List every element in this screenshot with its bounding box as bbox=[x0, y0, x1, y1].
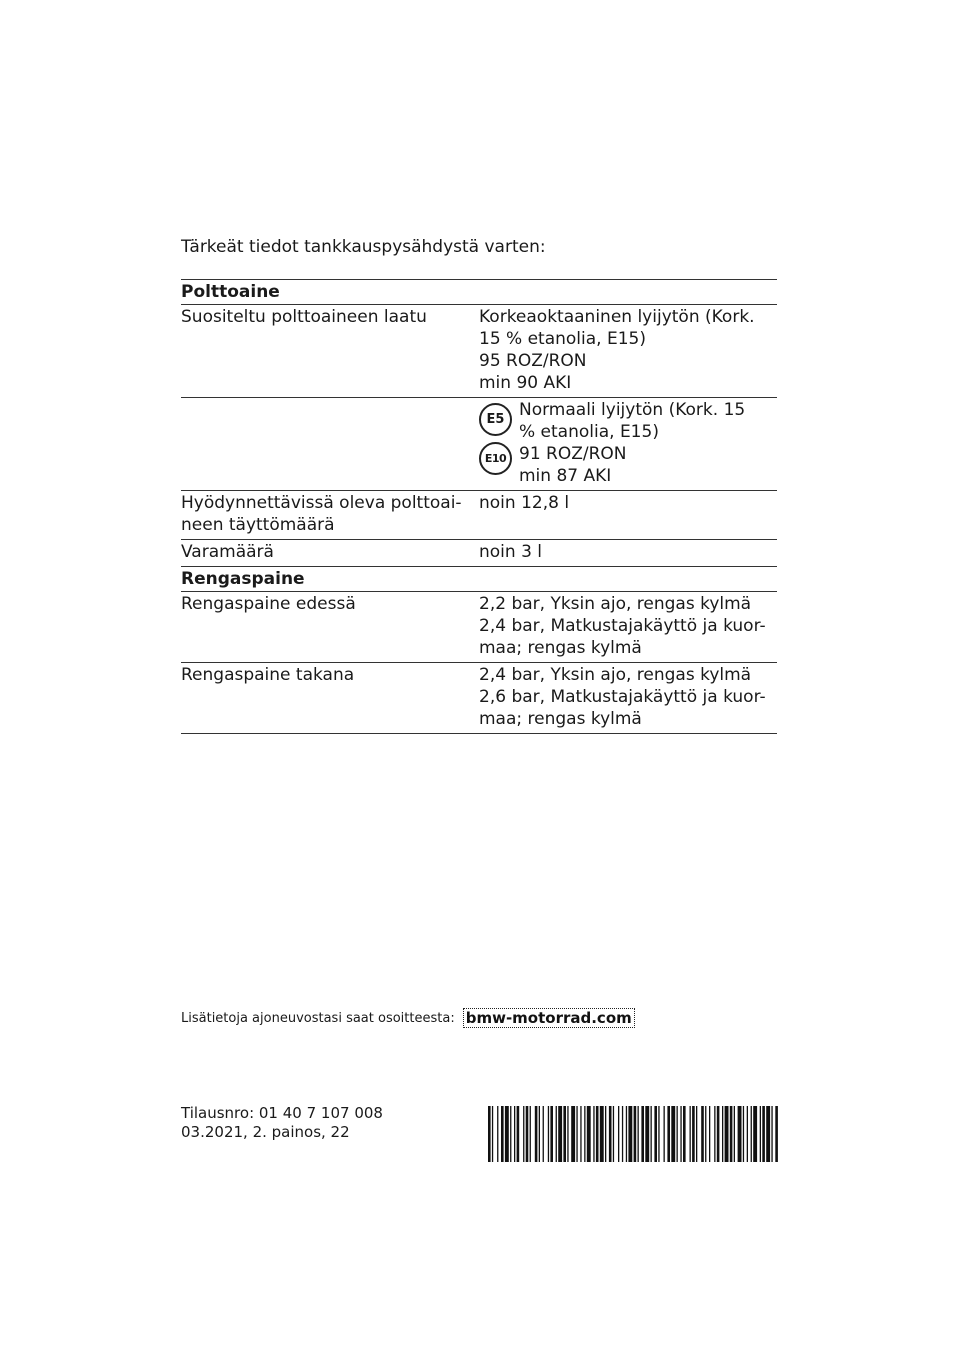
barcode-bar bbox=[692, 1106, 695, 1162]
text-line: Hyödynnettävissä oleva polttoai- bbox=[181, 493, 462, 513]
barcode-bar bbox=[705, 1106, 706, 1162]
barcode-bar bbox=[571, 1106, 575, 1162]
barcode-bar bbox=[530, 1106, 531, 1162]
barcode-bar bbox=[510, 1106, 511, 1162]
text-line: 2,4 bar, Matkustajakäyttö ja kuor- bbox=[479, 616, 766, 636]
barcode-bar bbox=[593, 1106, 594, 1162]
tyre-rear-value bbox=[479, 664, 777, 730]
fuel-alternative-value bbox=[479, 399, 777, 487]
barcode-bar bbox=[701, 1106, 704, 1162]
barcode-bar bbox=[567, 1106, 568, 1162]
barcode-bar bbox=[651, 1106, 652, 1162]
barcode-bar bbox=[539, 1106, 540, 1162]
section-tyre bbox=[181, 566, 777, 591]
text-line: maa; rengas kylmä bbox=[479, 709, 642, 729]
barcode-bar bbox=[563, 1106, 566, 1162]
barcode-bar bbox=[622, 1106, 623, 1162]
text-line: min 90 AKI bbox=[479, 373, 572, 393]
barcode-bar bbox=[600, 1106, 604, 1162]
e10-fuel-icon: E10 bbox=[479, 442, 512, 475]
barcode-bar bbox=[766, 1106, 770, 1162]
text-line: Normaali lyijytön (Kork. 15 bbox=[519, 400, 746, 420]
order-info bbox=[181, 1104, 383, 1142]
text-line: 2,2 bar, Yksin ajo, rengas kylmä bbox=[479, 594, 752, 614]
fuel-reserve-value: noin 3 l bbox=[479, 542, 543, 562]
barcode-bar bbox=[626, 1106, 627, 1162]
website-link[interactable]: bmw-motorrad.com bbox=[463, 1008, 635, 1028]
fuel-alternative-row bbox=[181, 397, 777, 490]
barcode-bar bbox=[613, 1106, 614, 1162]
tyre-rear-label: Rengaspaine takana bbox=[181, 665, 355, 685]
barcode-bar bbox=[556, 1106, 557, 1162]
tyre-front-label: Rengaspaine edessä bbox=[181, 594, 356, 614]
barcode-bar bbox=[730, 1106, 733, 1162]
barcode-bar bbox=[654, 1106, 657, 1162]
barcode-bar bbox=[658, 1106, 659, 1162]
fuel-reserve-label: Varamäärä bbox=[181, 542, 274, 562]
barcode-bar bbox=[514, 1106, 515, 1162]
text-line: 91 ROZ/RON bbox=[519, 444, 627, 464]
tyre-front-row bbox=[181, 591, 777, 662]
text-line: 2,4 bar, Yksin ajo, rengas kylmä bbox=[479, 665, 752, 685]
barcode-icon bbox=[486, 1106, 778, 1162]
barcode-bar bbox=[690, 1106, 691, 1162]
barcode-bar bbox=[771, 1106, 772, 1162]
fuel-recommended-row bbox=[181, 304, 777, 397]
fuel-reserve-row bbox=[181, 539, 777, 566]
barcode-bar bbox=[596, 1106, 599, 1162]
barcode-bar bbox=[683, 1106, 686, 1162]
barcode-bar bbox=[667, 1106, 670, 1162]
barcode-bar bbox=[505, 1106, 509, 1162]
barcode-bar bbox=[664, 1106, 665, 1162]
barcode-bar bbox=[517, 1106, 520, 1162]
text-line: % etanolia, E15) bbox=[519, 422, 659, 442]
barcode-bar bbox=[576, 1106, 577, 1162]
fuel-heading: Polttoaine bbox=[181, 282, 280, 302]
more-info bbox=[181, 1008, 635, 1028]
text-line: neen täyttömäärä bbox=[181, 515, 335, 535]
barcode-bar bbox=[760, 1106, 761, 1162]
barcode-bar bbox=[634, 1106, 637, 1162]
barcode-bar bbox=[680, 1106, 681, 1162]
barcode-bar bbox=[488, 1106, 491, 1162]
tyre-rear-row bbox=[181, 662, 777, 734]
barcode-bar bbox=[753, 1106, 757, 1162]
barcode-bar bbox=[722, 1106, 723, 1162]
more-info-text: Lisätietoja ajoneuvostasi saat osoitteesta: bbox=[181, 1010, 455, 1026]
spec-table bbox=[181, 279, 777, 734]
barcode-bar bbox=[671, 1106, 675, 1162]
barcode-bar bbox=[717, 1106, 720, 1162]
barcode-bar bbox=[584, 1106, 585, 1162]
barcode-bar bbox=[638, 1106, 639, 1162]
barcode-bar bbox=[725, 1106, 729, 1162]
barcode-bar bbox=[535, 1106, 538, 1162]
text-line: maa; rengas kylmä bbox=[479, 638, 642, 658]
text-line: 95 ROZ/RON bbox=[479, 351, 587, 371]
barcode-bar bbox=[696, 1106, 697, 1162]
barcode-bar bbox=[609, 1106, 612, 1162]
barcode-bar bbox=[734, 1106, 735, 1162]
barcode-bar bbox=[775, 1106, 778, 1162]
fuel-recommended-value bbox=[479, 306, 777, 394]
barcode-bar bbox=[492, 1106, 493, 1162]
section-fuel bbox=[181, 279, 777, 304]
barcode-bar bbox=[543, 1106, 544, 1162]
barcode-bar bbox=[558, 1106, 562, 1162]
barcode-bar bbox=[618, 1106, 619, 1162]
barcode-bar bbox=[677, 1106, 678, 1162]
text-line: Korkeaoktaaninen lyijytön (Kork. bbox=[479, 307, 755, 327]
barcode-bar bbox=[641, 1106, 644, 1162]
fuel-alternative-text bbox=[519, 399, 777, 487]
edition-info: 03.2021, 2. painos, 22 bbox=[181, 1123, 350, 1141]
barcode-bar bbox=[497, 1106, 498, 1162]
fuel-capacity-label bbox=[181, 492, 479, 536]
barcode-bar bbox=[550, 1106, 553, 1162]
empty-cell bbox=[181, 399, 479, 487]
barcode-bar bbox=[548, 1106, 549, 1162]
barcode-bar bbox=[762, 1106, 765, 1162]
barcode-bar bbox=[645, 1106, 649, 1162]
fuel-capacity-row bbox=[181, 490, 777, 539]
fuel-recommended-label: Suositeltu polttoaineen laatu bbox=[181, 307, 427, 327]
barcode-bar bbox=[743, 1106, 744, 1162]
barcode-bar bbox=[580, 1106, 581, 1162]
tyre-front-value bbox=[479, 593, 777, 659]
text-line: min 87 AKI bbox=[519, 466, 612, 486]
barcode-bar bbox=[526, 1106, 529, 1162]
fuel-capacity-value: noin 12,8 l bbox=[479, 493, 570, 513]
barcode-bar bbox=[501, 1106, 504, 1162]
barcode-bar bbox=[605, 1106, 606, 1162]
e5-fuel-icon: E5 bbox=[479, 403, 512, 436]
intro-heading: Tärkeät tiedot tankkauspysähdystä varten: bbox=[181, 237, 546, 257]
barcode-bar bbox=[523, 1106, 524, 1162]
fuel-badges bbox=[479, 399, 519, 475]
barcode-bar bbox=[587, 1106, 591, 1162]
barcode-bar bbox=[628, 1106, 632, 1162]
barcode-bar bbox=[738, 1106, 742, 1162]
order-number: Tilausnro: 01 40 7 107 008 bbox=[181, 1104, 383, 1122]
barcode-bar bbox=[709, 1106, 710, 1162]
barcode-bar bbox=[714, 1106, 715, 1162]
barcode-bar bbox=[747, 1106, 748, 1162]
tyre-heading: Rengaspaine bbox=[181, 569, 305, 589]
text-line: 2,6 bar, Matkustajakäyttö ja kuor- bbox=[479, 687, 766, 707]
barcode-bar bbox=[751, 1106, 752, 1162]
text-line: 15 % etanolia, E15) bbox=[479, 329, 646, 349]
